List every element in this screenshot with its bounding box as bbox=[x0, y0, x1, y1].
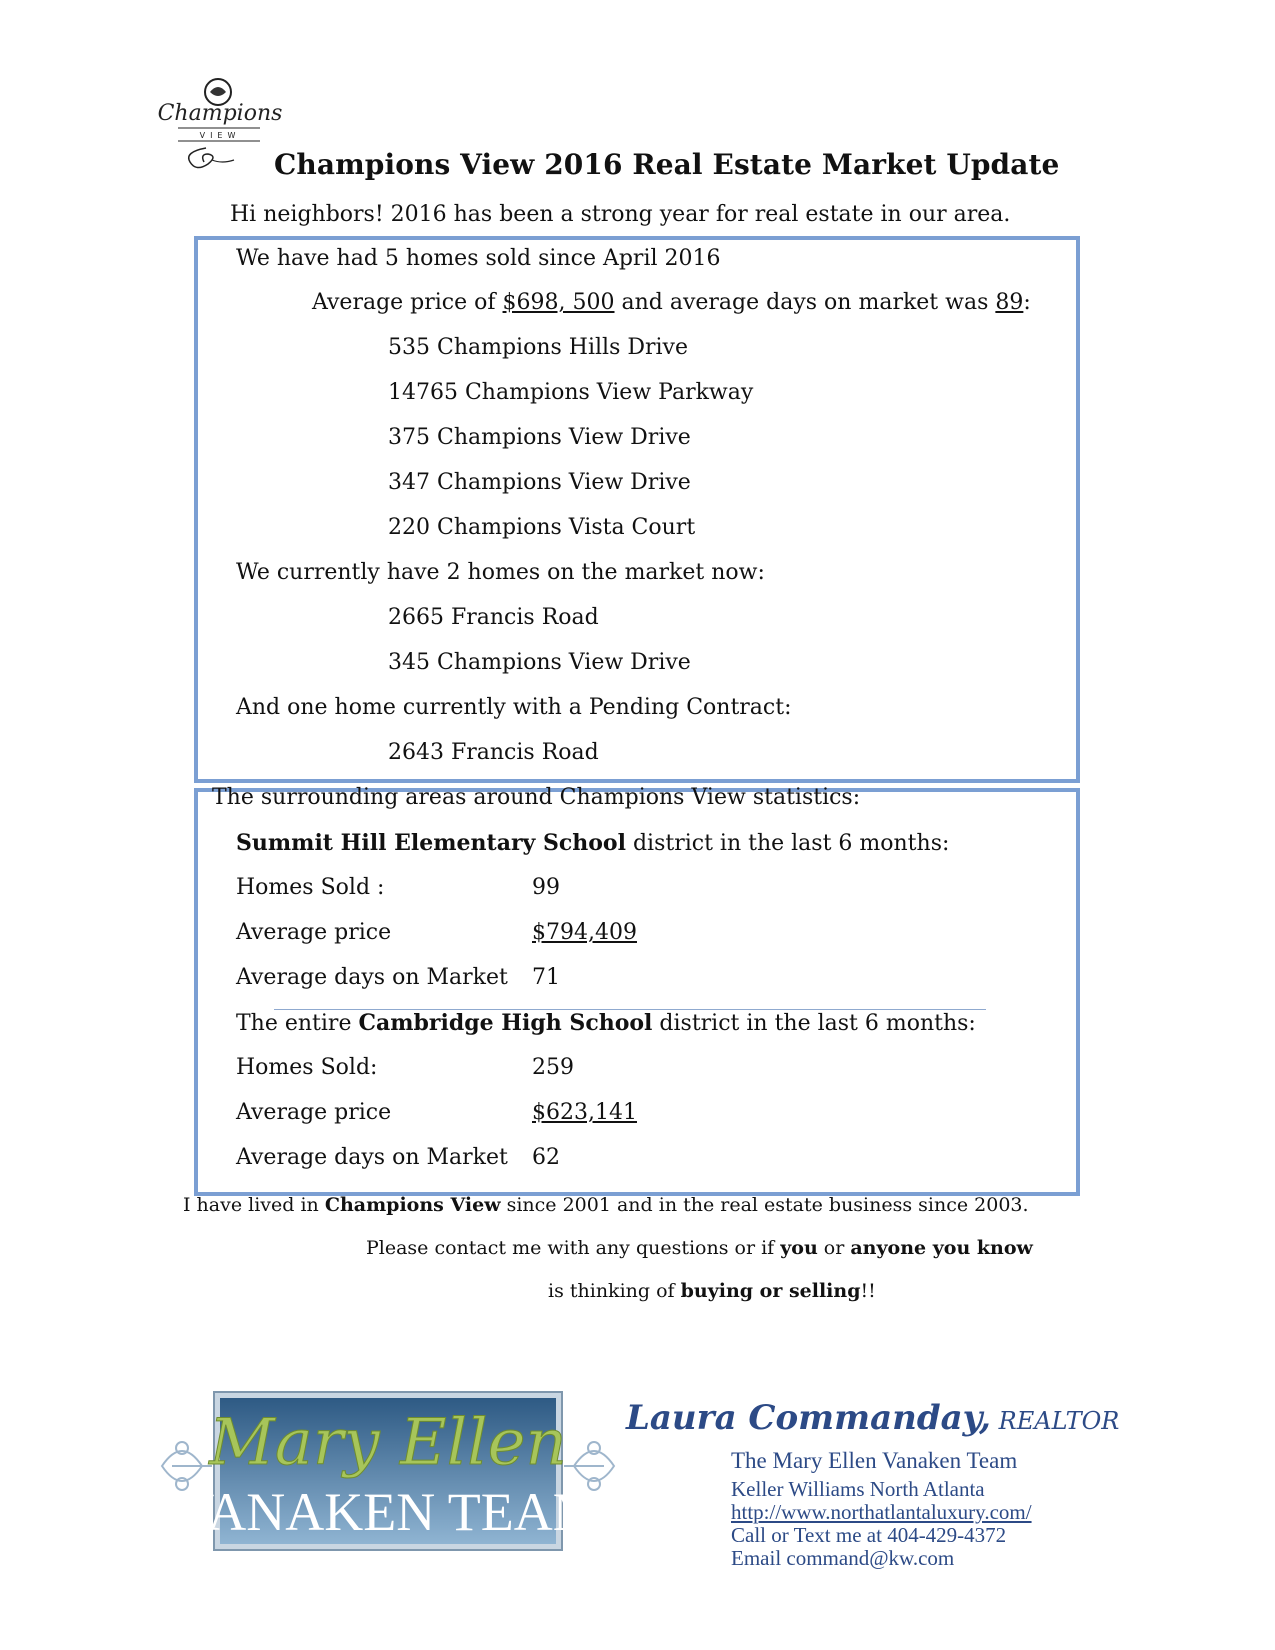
closing-line-2: Please contact me with any questions or if you or anyone you know bbox=[366, 1237, 1033, 1259]
intro-text: Hi neighbors! 2016 has been a strong year for real estate in our area. bbox=[230, 202, 1011, 227]
logo-script-text: Champions bbox=[157, 101, 283, 126]
cambridge-heading: The entire Cambridge High School district in the last 6 months: bbox=[236, 1010, 976, 1036]
summit-avg-price-value: $794,409 bbox=[532, 920, 637, 945]
sold-address: 535 Champions Hills Drive bbox=[388, 335, 688, 360]
cambridge-avg-days-label: Average days on Market bbox=[236, 1145, 508, 1170]
closing-line-1: I have lived in Champions View since 2001 and in the real estate business since 2003. bbox=[183, 1194, 1029, 1216]
logo-sub-text: VIEW bbox=[199, 131, 241, 140]
market-address: 2665 Francis Road bbox=[388, 605, 599, 630]
agent-name: Laura Commanday, REALTOR bbox=[626, 1398, 1120, 1438]
sold-address: 347 Champions View Drive bbox=[388, 470, 691, 495]
agent-brokerage: Keller Williams North Atlanta bbox=[731, 1477, 985, 1501]
pending-heading: And one home currently with a Pending Contract: bbox=[236, 695, 792, 720]
pending-address: 2643 Francis Road bbox=[388, 740, 599, 765]
cambridge-avg-days-value: 62 bbox=[532, 1145, 560, 1170]
sold-address: 14765 Champions View Parkway bbox=[388, 380, 754, 405]
market-address: 345 Champions View Drive bbox=[388, 650, 691, 675]
cambridge-homes-sold-label: Homes Sold: bbox=[236, 1055, 378, 1080]
sold-address: 375 Champions View Drive bbox=[388, 425, 691, 450]
agent-phone: Call or Text me at 404-429-4372 bbox=[731, 1523, 1007, 1547]
agent-team: The Mary Ellen Vanaken Team bbox=[731, 1448, 1018, 1473]
cambridge-homes-sold-value: 259 bbox=[532, 1055, 574, 1080]
agent-title: REALTOR bbox=[991, 1407, 1120, 1435]
agent-email[interactable]: Email command@kw.com bbox=[731, 1546, 955, 1570]
surrounding-heading: The surrounding areas around Champions View statistics: bbox=[212, 785, 861, 810]
sold-heading: We have had 5 homes sold since April 2016 bbox=[236, 246, 721, 271]
team-logo-block: VANAKEN TEAM bbox=[175, 1482, 601, 1542]
summit-homes-sold-label: Homes Sold : bbox=[236, 875, 385, 900]
champions-view-logo bbox=[157, 76, 283, 176]
average-price-value: $698, 500 bbox=[502, 290, 615, 315]
agent-website-link[interactable]: http://www.northatlantaluxury.com/ bbox=[731, 1500, 1032, 1524]
summit-avg-days-value: 71 bbox=[532, 965, 560, 990]
summit-avg-days-label: Average days on Market bbox=[236, 965, 508, 990]
closing-line-3: is thinking of buying or selling!! bbox=[548, 1280, 876, 1302]
summit-homes-sold-value: 99 bbox=[532, 875, 560, 900]
summit-avg-price-label: Average price bbox=[236, 920, 392, 945]
cambridge-avg-price-value: $623,141 bbox=[532, 1100, 637, 1125]
summit-heading: Summit Hill Elementary School district in the last 6 months: bbox=[236, 830, 950, 856]
vanaken-team-logo bbox=[152, 1352, 624, 1572]
sold-address: 220 Champions Vista Court bbox=[388, 515, 696, 540]
team-logo-script: Mary Ellen bbox=[209, 1406, 567, 1480]
average-days-value: 89 bbox=[995, 290, 1024, 315]
cambridge-avg-price-label: Average price bbox=[236, 1100, 392, 1125]
market-heading: We currently have 2 homes on the market now: bbox=[236, 560, 765, 585]
average-summary: Average price of $698, 500 and average days on market was 89: bbox=[312, 290, 1031, 315]
page-title: Champions View 2016 Real Estate Market Update bbox=[274, 148, 1060, 181]
